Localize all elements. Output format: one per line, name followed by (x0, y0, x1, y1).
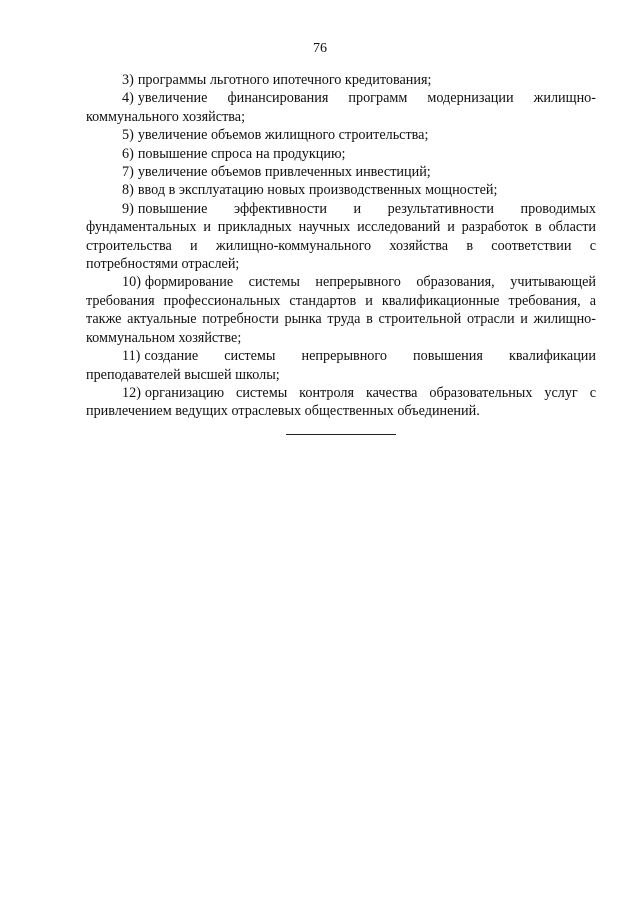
item-text: программы льготного ипотечного кредитования; (137, 72, 432, 88)
item-number: 12) (122, 384, 141, 401)
item-number: 10) (122, 274, 141, 291)
item-text: увеличение финансирования программ модернизации жилищно-коммунального хозяйства; (86, 90, 596, 125)
list-item (86, 71, 596, 89)
item-number: 7) (122, 164, 134, 181)
list-item (86, 347, 596, 384)
list-item (86, 273, 596, 347)
page-number: 76 (313, 41, 327, 56)
list-item (86, 163, 596, 181)
item-number: 4) (122, 90, 134, 107)
list-item (86, 384, 596, 421)
item-text: формирование системы непрерывного образования, учитывающей требования профессиональных стандартов и квалификационные требования, а также актуальные потребности рынка труда в строительной отрасли и жилищно-коммунальном хозяйстве; (86, 274, 596, 346)
item-text: создание системы непрерывного повышения квалификации преподавателей высшей школы; (86, 348, 596, 383)
list-item (86, 89, 596, 126)
item-number: 8) (122, 182, 134, 199)
item-text: повышение спроса на продукцию; (137, 145, 346, 162)
list-item (86, 145, 596, 163)
list-item (86, 200, 596, 274)
item-text: увеличение объемов привлеченных инвестиций; (137, 164, 431, 181)
item-number: 3) (122, 72, 134, 88)
item-number: 6) (122, 145, 134, 162)
item-number: 11) (122, 348, 141, 365)
item-list (86, 71, 596, 421)
item-text: повышение эффективности и результативности проводимых фундаментальных и прикладных научных исследований и разработок в области строительства и жилищно-коммунального хозяйства в соответствии с потребностями отраслей; (86, 200, 596, 273)
list-item (86, 126, 596, 144)
item-text: увеличение объемов жилищного строительства; (137, 127, 429, 144)
item-text: организацию системы контроля качества образовательных услуг с привлечением ведущих отраслевых общественных объединений. (86, 384, 596, 420)
item-text: ввод в эксплуатацию новых производственных мощностей; (137, 182, 498, 199)
item-number: 9) (122, 200, 134, 217)
list-item (86, 181, 596, 199)
end-divider-line (286, 434, 396, 435)
item-number: 5) (122, 127, 134, 144)
